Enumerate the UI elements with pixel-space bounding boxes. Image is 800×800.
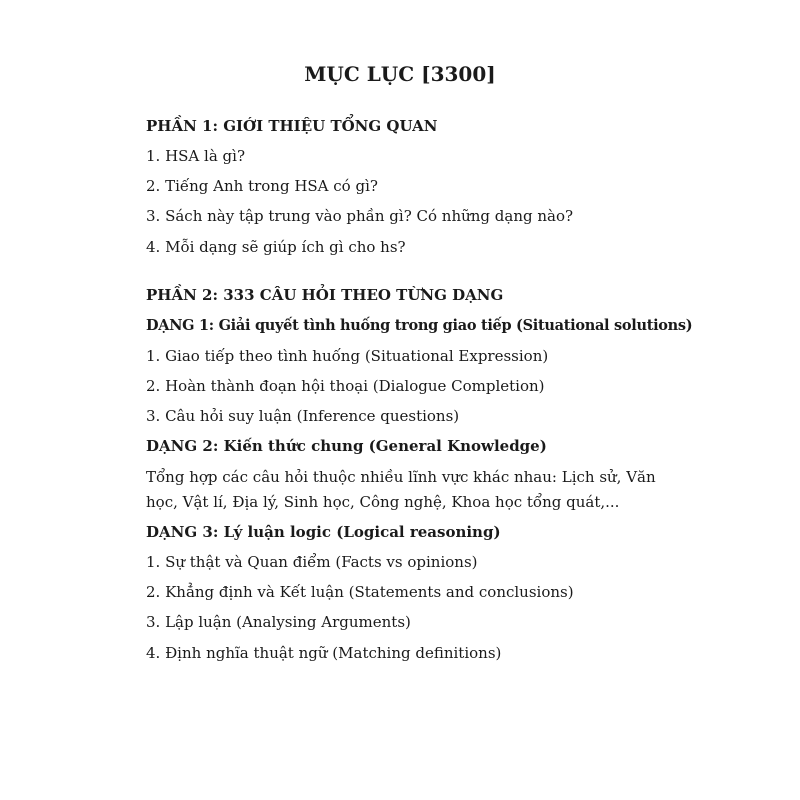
- list-item: 2. Khẳng định và Kết luận (Statements and conclusions): [146, 583, 574, 601]
- part1-heading: PHẦN 1: GIỚI THIỆU TỔNG QUAN: [146, 117, 438, 135]
- list-item: 4. Mỗi dạng sẽ giúp ích gì cho hs?: [146, 238, 406, 256]
- list-item: 4. Định nghĩa thuật ngữ (Matching definitions): [146, 644, 502, 662]
- list-item: 3. Câu hỏi suy luận (Inference questions): [146, 407, 460, 425]
- dang2-heading: DẠNG 2: Kiến thức chung (General Knowledge): [146, 437, 547, 455]
- list-item: 1. Giao tiếp theo tình huống (Situational Expression): [146, 347, 549, 365]
- dang2-description: Tổng hợp các câu hỏi thuộc nhiều lĩnh vực khác nhau: Lịch sử, Văn học, Vật lí, Địa lý, Sinh học, Công nghệ, Khoa học tổng quát,...: [146, 468, 656, 511]
- list-item: 3. Lập luận (Analysing Arguments): [146, 613, 411, 631]
- list-item: 1. HSA là gì?: [146, 147, 245, 165]
- list-item: 2. Tiếng Anh trong HSA có gì?: [146, 177, 378, 195]
- page-title: MỤC LỤC [3300]: [304, 62, 496, 86]
- list-item: 2. Hoàn thành đoạn hội thoại (Dialogue Completion): [146, 377, 545, 395]
- dang1-heading: DẠNG 1: Giải quyết tình huống trong giao tiếp (Situational solutions): [146, 317, 693, 334]
- dang3-heading: DẠNG 3: Lý luận logic (Logical reasoning): [146, 523, 501, 541]
- part2-heading: PHẦN 2: 333 CÂU HỎI THEO TỪNG DẠNG: [146, 286, 504, 304]
- list-item: 1. Sự thật và Quan điểm (Facts vs opinions): [146, 553, 478, 571]
- list-item: 3. Sách này tập trung vào phần gì? Có những dạng nào?: [146, 207, 574, 225]
